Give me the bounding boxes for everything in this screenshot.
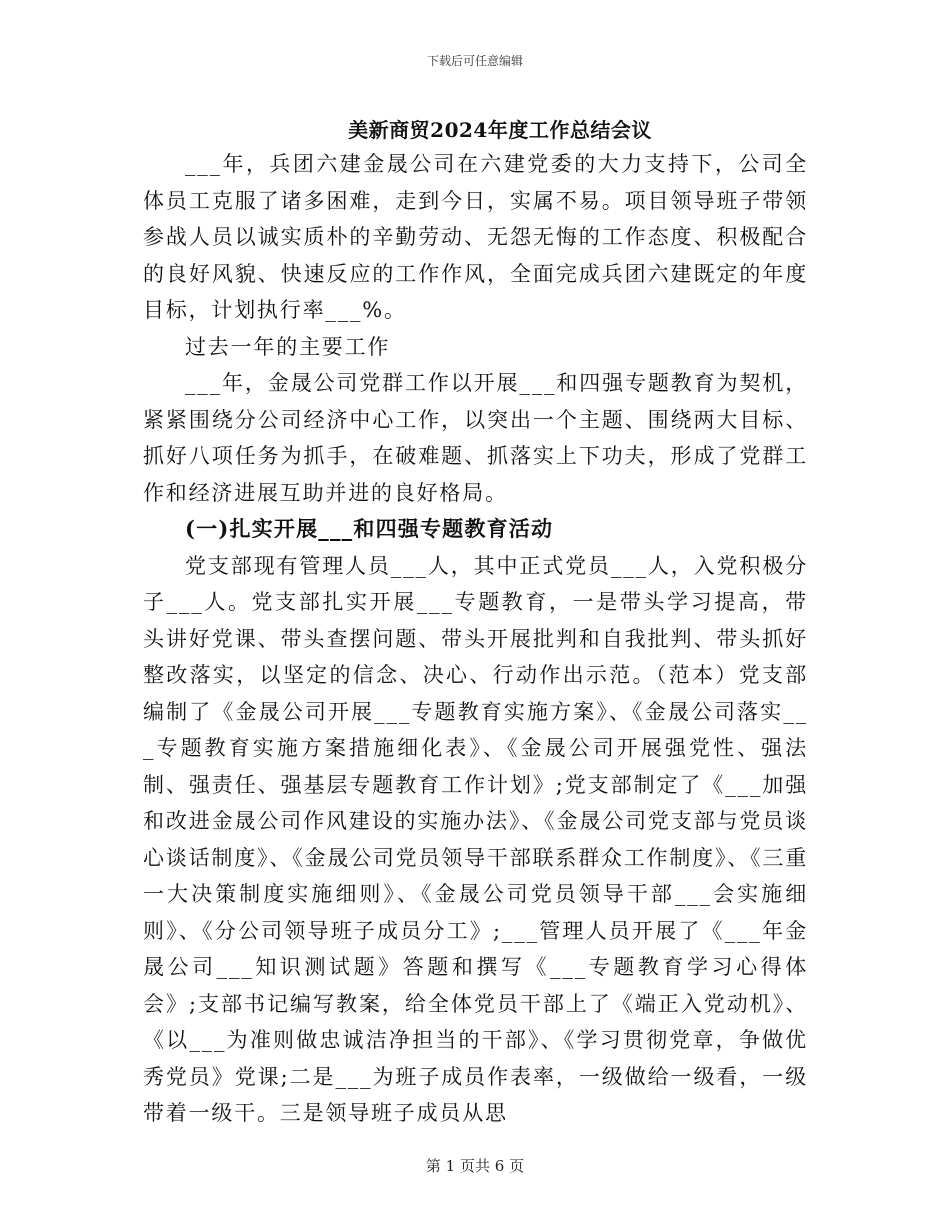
paragraph-party-branch: 党支部现有管理人员___人，其中正式党员___人，入党积极分子___人。党支部扎实开展___专题教育，一是带头学习提高，带头讲好党课、带头查摆问题、带头开展批判和自我批判、带头抓好整改落实，以坚定的信念、决心、行动作出示范。（范本）党支部编制了《金晟公司开展___专题教育实施方案》、《金晟公司落实___专题教育实施方案措施细化表》、《金晟公司开展强党性、强法制、强责任、强基层专题教育工作计划》;党支部制定了《___加强和改进金晟公司作风建设的实施办法》、《金晟公司党支部与党员谈心谈话制度》、《金晟公司党员领导干部联系群众工作制度》、《三重一大决策制度实施细则》、《金晟公司党员领导干部___会实施细则》、《分公司领导班子成员分工》;___管理人员开展了《___年金晟公司___知识测试题》答题和撰写《___专题教育学习心得体会》;支部书记编写教案，给全体党员干部上了《端正入党动机》、《以___为准则做忠诚洁净担当的干部》、《学习贯彻党章，争做优秀党员》党课;二是___为班子成员作表率，一级做给一级看，一级带着一级干。三是领导班子成员从思 [143,553,808,1125]
section-heading-main-work: 过去一年的主要工作 [185,334,391,359]
document-title: 美新商贸2024年度工作总结会议 [348,118,652,142]
page-number: 第 1 页共 6 页 [425,1157,525,1175]
paragraph-intro: ___年，兵团六建金晟公司在六建党委的大力支持下，公司全体员工克服了诸多困难，走到今日，实属不易。项目领导班子带领参战人员以诚实质朴的辛勤劳动、无怨无悔的工作态度、积极配合的良好风貌、快速反应的工作作风，全面完成兵团六建既定的年度目标，计划执行率___%。 [143,152,808,322]
document-body [143,146,808,1132]
paragraph-party-work: ___年，金晟公司党群工作以开展___和四强专题教育为契机，紧紧围绕分公司经济中心工作，以突出一个主题、围绕两大目标、抓好八项任务为抓手，在破难题、抓落实上下功夫，形成了党群工作和经济进展互助并进的良好格局。 [143,371,808,505]
subsection-heading-education: (一)扎实开展___和四强专题教育活动 [185,516,554,541]
header-note: 下载后可任意编辑 [426,54,523,68]
